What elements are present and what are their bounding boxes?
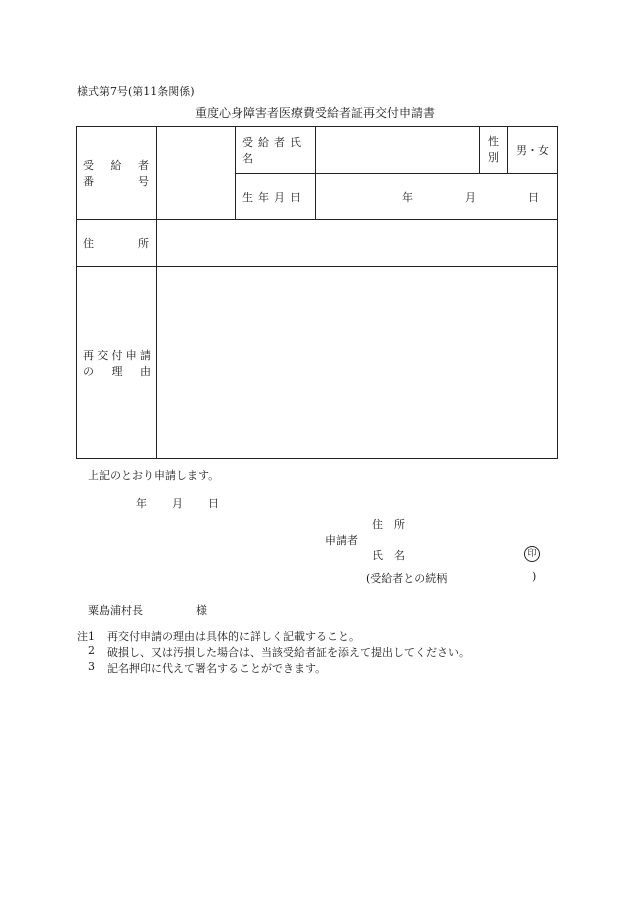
date-day: 日 [208, 497, 219, 510]
recipient-number-field[interactable] [157, 127, 236, 220]
note-3-text: 記名押印に代えて署名することができます。 [107, 662, 327, 675]
recipient-name-label: 受給者氏名 [236, 127, 316, 174]
recipient-name-field[interactable] [316, 127, 480, 174]
note-2-number: 2 [88, 644, 95, 657]
date-month: 月 [172, 497, 183, 510]
note-1-number: 注1 [77, 630, 95, 643]
note-2-text: 破損し、又は汚損した場合は、当該受給者証を添えて提出してください。 [107, 646, 470, 659]
applicant-label: 申請者 [325, 534, 358, 547]
reason-label [77, 267, 157, 459]
relation-label: (受給者との続柄 [366, 572, 448, 585]
application-form-table [76, 126, 558, 459]
document-title: 重度心身障害者医療費受給者証再交付申請書 [194, 106, 435, 120]
addressee-honorific: 様 [196, 604, 207, 617]
recipient-number-label-line1: 受 給 者 [83, 159, 149, 172]
relation-close: ) [532, 570, 537, 583]
reason-field[interactable] [157, 267, 558, 459]
address-field[interactable] [157, 220, 558, 267]
dob-year: 年 [402, 190, 413, 204]
gender-options[interactable]: 男・女 [508, 127, 558, 174]
dob-label: 生年月日 [236, 174, 316, 220]
note-1-text: 再交付申請の理由は具体的に詳しく記載すること。 [107, 630, 360, 643]
dob-month: 月 [465, 190, 476, 204]
recipient-number-label [77, 127, 157, 220]
dob-field[interactable] [316, 174, 558, 220]
addressee-name: 粟島浦村長 [88, 604, 143, 617]
dob-day: 日 [528, 190, 539, 204]
recipient-number-label-line2: 番 号 [83, 175, 149, 188]
gender-label: 性 別 [480, 127, 508, 174]
seal-icon: 印 [524, 546, 540, 562]
note-3-number: 3 [88, 660, 95, 673]
applicant-name-label: 氏 名 [372, 549, 405, 562]
reason-label-line2: の 理 由 [83, 364, 151, 378]
date-year: 年 [136, 497, 147, 510]
applicant-address-label: 住 所 [372, 518, 405, 531]
address-label: 住 所 [77, 220, 157, 267]
declaration-text: 上記のとおり申請します。 [88, 469, 220, 482]
form-number: 様式第7号(第11条関係) [77, 85, 195, 98]
reason-label-line1: 再 交 付 申 請 [83, 348, 151, 362]
